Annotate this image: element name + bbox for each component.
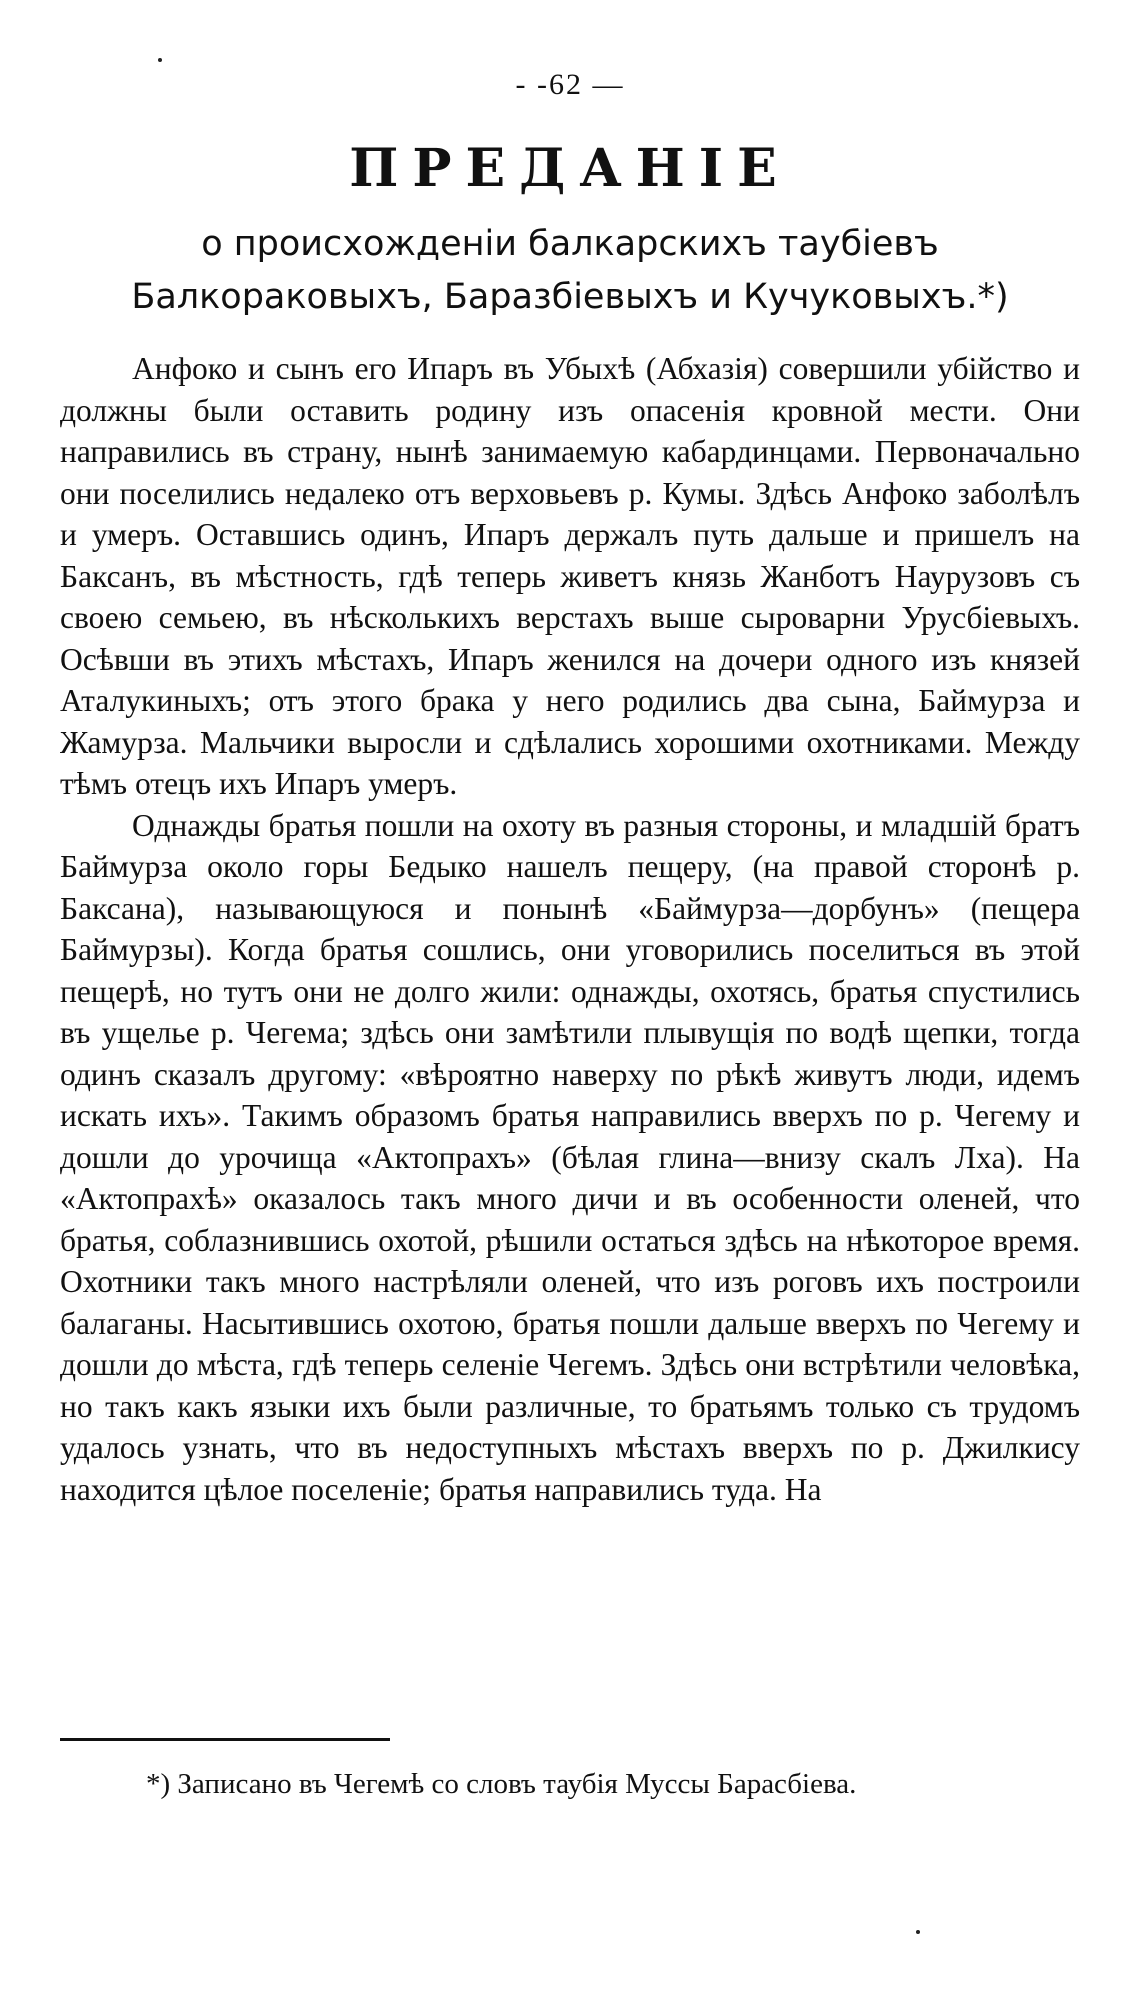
- paragraph: Однажды братья пошли на охоту въ разныя стороны, и младшій братъ Баймурза около горы Бедыко нашелъ пещеру, (на правой сторонѣ р. Баксана), называющуюся и понынѣ «Баймурза—дорбунъ» (пещера Баймурзы). Когда братья сошлись, они уговорились поселиться въ этой пещерѣ, но тутъ они не долго жили: однажды, охотясь, братья спустились въ ущелье р. Чегема; здѣсь они замѣтили плывущія по водѣ щепки, тогда одинъ сказалъ другому: «вѣроятно наверху по рѣкѣ живутъ люди, идемъ искать ихъ». Такимъ образомъ братья направились вверхъ по р. Чегему и дошли до урочища «Актопрахъ» (бѣлая глина—внизу скалъ Лха). На «Актопрахѣ» оказалось такъ много дичи и въ особенности оленей, что братья, соблазнившись охотой, рѣшили остаться здѣсь на нѣкоторое время. Охотники такъ много настрѣляли оленей, что изъ роговъ ихъ построили балаганы. Насытившись охотою, братья пошли дальше вверхъ по Чегему и дошли до мѣста, гдѣ теперь селеніе Чегемъ. Здѣсь они встрѣтили человѣка, но такъ какъ языки ихъ были различные, то братьямъ только съ трудомъ удалось узнать, что въ недоступныхъ мѣстахъ вверхъ по р. Джилкису находится цѣлое поселеніе; братья направились туда. На: [60, 807, 1080, 1507]
- print-speck: [916, 1930, 920, 1934]
- body-text: [60, 348, 1080, 1510]
- document-subtitle: о происхожденіи балкарскихъ таубіевъ Балкораковыхъ, Баразбіевыхъ и Кучуковыхъ.*): [131, 224, 1009, 317]
- footnote-divider: [60, 1738, 390, 1741]
- page-number: - -62 —: [515, 68, 625, 101]
- footnote: *) Записано въ Чегемѣ со словъ таубія Муссы Барасбіева.: [146, 1768, 857, 1800]
- document-title: ПРЕДАНІЕ: [349, 138, 791, 199]
- print-speck: [158, 58, 162, 62]
- paragraph: Анфоко и сынъ его Ипаръ въ Убыхѣ (Абхазія) совершили убійство и должны были оставить родину изъ опасенія кровной мести. Они направились въ страну, нынѣ занимаемую кабардинцами. Первоначально они поселились недалеко отъ верховьевъ р. Кумы. Здѣсь Анфоко заболѣлъ и умеръ. Оставшись одинъ, Ипаръ держалъ путь дальше и пришелъ на Баксанъ, въ мѣстность, гдѣ теперь живетъ князь Жанботъ Наурузовъ съ своею семьею, въ нѣсколькихъ верстахъ выше сыроварни Урусбіевыхъ. Осѣвши въ этихъ мѣстахъ, Ипаръ женился на дочери одного изъ князей Аталукиныхъ; отъ этого брака у него родились два сына, Баймурза и Жамурза. Мальчики выросли и сдѣлались хорошими охотниками. Между тѣмъ отецъ ихъ Ипаръ умеръ.: [60, 351, 1080, 801]
